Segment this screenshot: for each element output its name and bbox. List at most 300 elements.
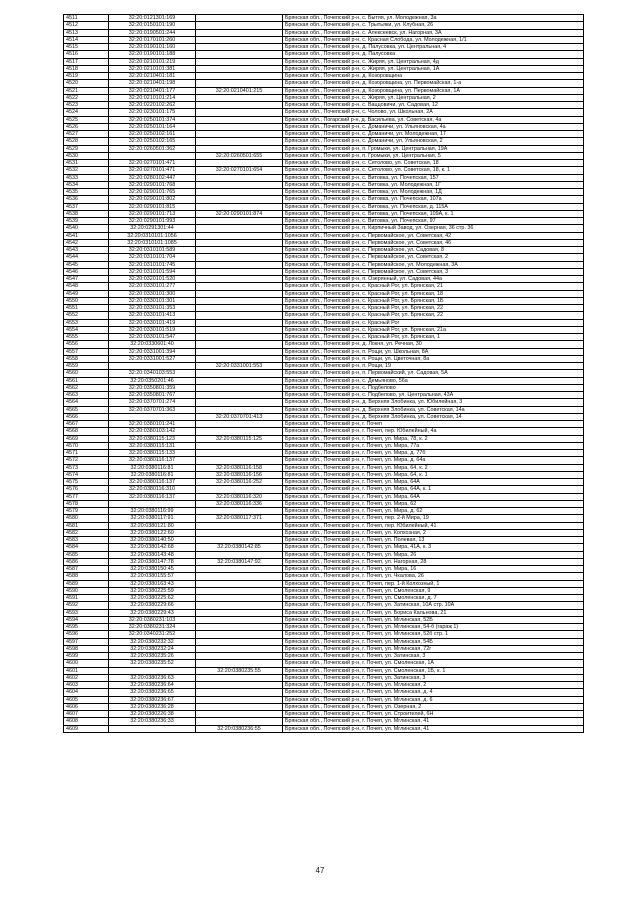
cadastral-number: 32:20:0310101:1056	[109, 232, 196, 239]
cadastral-number: 32:20:0380236:33	[109, 718, 196, 725]
address: Брянская обл., Почепский р-н, с. Витовка, ул. Почепская, 109А, к. 1	[283, 210, 584, 217]
cadastral-number: 32:20:0290101:765	[109, 189, 196, 196]
cadastral-number: 32:20:0220102:262	[109, 102, 196, 109]
address: Брянская обл., Почепский р-н, п. Кирпичный Завод, ул. Озерная, 36 стр. 36	[283, 225, 584, 232]
table-row	[64, 457, 584, 464]
address: Брянская обл., Почепский р-н, д. Козоровщина	[283, 73, 584, 80]
address: Брянская обл., Почепский р-н, с. Жиряя, ул. Центральная, 2	[283, 94, 584, 101]
table-row	[64, 479, 584, 486]
cadastral-number: 32:20:0210101:214	[109, 94, 196, 101]
table-row	[64, 116, 584, 123]
cadastral-number: 32:20:0190101:160	[109, 44, 196, 51]
cadastral-number-secondary	[196, 399, 283, 406]
cadastral-number-secondary	[196, 189, 283, 196]
cadastral-number-secondary	[196, 109, 283, 116]
cadastral-number-secondary	[196, 689, 283, 696]
cadastral-number-secondary	[196, 602, 283, 609]
address: Брянская обл., Почепский р-н, д. Локня, ул. Речная, 30	[283, 341, 584, 348]
address: Брянская обл., Почепский р-н, с. Бытяя, ул. Молодежная, 3а	[283, 15, 584, 22]
address: Брянская обл., Почепский р-н, с. Сетолово, ул. Советская, 18	[283, 160, 584, 167]
table-row	[64, 616, 584, 623]
cadastral-number	[109, 152, 196, 159]
cadastral-number-secondary	[196, 319, 283, 326]
table-row	[64, 138, 584, 145]
cadastral-number-secondary: 32:20:0380236:55	[196, 725, 283, 732]
row-number: 4560	[64, 370, 109, 377]
row-number: 4528	[64, 138, 109, 145]
row-number: 4534	[64, 181, 109, 188]
address: Брянская обл., Почепский р-н, с. Первомайское, ул. Советская, 42	[283, 232, 584, 239]
row-number: 4609	[64, 725, 109, 732]
address: Брянская обл., Почепский р-н, г. Почеп, ул. Мглинская, 52Б	[283, 616, 584, 623]
cadastral-number: 32:20:0330101:353	[109, 305, 196, 312]
address: Брянская обл., Почепский р-н, с. Витовка, ул. Почепская, 107а	[283, 196, 584, 203]
cadastral-number-secondary	[196, 312, 283, 319]
cadastral-number-secondary	[196, 218, 283, 225]
cadastral-number-secondary	[196, 450, 283, 457]
address: Брянская обл., Почепский р-н, с. Красный Рог, ул. Брянская, 21	[283, 283, 584, 290]
cadastral-number-secondary	[196, 131, 283, 138]
row-number: 4563	[64, 392, 109, 399]
address: Брянская обл., Почепский р-н, с. Первомайское, ул. Садовая, 8	[283, 247, 584, 254]
cadastral-number: 32:20:0380236:28	[109, 703, 196, 710]
cadastral-number-secondary	[196, 36, 283, 43]
cadastral-number: 32:20:0380225:62	[109, 595, 196, 602]
row-number: 4561	[64, 377, 109, 384]
table-row	[64, 428, 584, 435]
cadastral-number	[109, 413, 196, 420]
address: Брянская обл., Почепский р-н, с. Витовка, ул. Почепская, 97	[283, 218, 584, 225]
row-number: 4516	[64, 51, 109, 58]
cadastral-number-secondary: 32:20:0380116:320	[196, 493, 283, 500]
cadastral-number: 32:20:0190101:188	[109, 51, 196, 58]
row-number: 4594	[64, 616, 109, 623]
cadastral-number-secondary	[196, 682, 283, 689]
row-number: 4552	[64, 312, 109, 319]
cadastral-number: 32:20:0380235:52	[109, 660, 196, 667]
cadastral-number-secondary	[196, 406, 283, 413]
address: Брянская обл., Почепский р-н, г. Почеп, ул. Мглинская, 41	[283, 725, 584, 732]
table-row	[64, 624, 584, 631]
address: Брянская обл., Почепский р-н, д. Верхняя Злобинка, ул. Советская, 14а	[283, 406, 584, 413]
table-row	[64, 218, 584, 225]
cadastral-number	[109, 363, 196, 370]
cadastral-number-secondary	[196, 247, 283, 254]
table-row	[64, 348, 584, 355]
cadastral-number: 32:20:0290101:802	[109, 196, 196, 203]
address: Брянская обл., Почепский р-н, г. Почеп, ул. Озерная, 2	[283, 703, 584, 710]
address: Брянская обл., Почепский р-н, г. Почеп, ул. Мира, 64А, к. 1	[283, 486, 584, 493]
address: Брянская обл., Почепский р-н, г. Почеп, ул. Затинская, 10А стр. 10А	[283, 602, 584, 609]
cadastral-number-secondary: 32:20:0210401:215	[196, 87, 283, 94]
cadastral-number-secondary	[196, 29, 283, 36]
address: Брянская обл., Почепский р-н, г. Почеп, ул. Затинская, 3	[283, 674, 584, 681]
address: Брянская обл., Почепский р-н, г. Почеп, ул. Строителей, 6Н	[283, 711, 584, 718]
cadastral-number: 32:20:0380229:66	[109, 602, 196, 609]
address: Брянская обл., Почепский р-н, г. Почеп, пер. 1-й Колхозный, 1	[283, 580, 584, 587]
address: Брянская обл., Почепский р-н, с. Доманичи, ул. Молодежная, 17	[283, 131, 584, 138]
page-number: 47	[315, 866, 325, 875]
cadastral-number-secondary	[196, 22, 283, 29]
cadastral-number-secondary: 32:20:0380116:252	[196, 479, 283, 486]
row-number: 4578	[64, 500, 109, 507]
row-number: 4595	[64, 624, 109, 631]
row-number: 4585	[64, 551, 109, 558]
table-row	[64, 566, 584, 573]
cadastral-number-secondary	[196, 15, 283, 22]
cadastral-number: 32:20:0380163:43	[109, 580, 196, 587]
address: Брянская обл., Почепский р-н, г. Почеп, ул. Мира, 64, к. 1	[283, 471, 584, 478]
address: Брянская обл., Почепский р-н, с. Красный Рог, ул. Брянская, 21а	[283, 326, 584, 333]
table-row	[64, 406, 584, 413]
cadastral-number-secondary	[196, 370, 283, 377]
cadastral-number-secondary: 32:20:0380115:125	[196, 435, 283, 442]
table-row	[64, 464, 584, 471]
row-number: 4522	[64, 94, 109, 101]
row-number: 4576	[64, 486, 109, 493]
row-number: 4581	[64, 522, 109, 529]
cadastral-number-secondary	[196, 392, 283, 399]
cadastral-number: 32:20:0291301:44	[109, 225, 196, 232]
cadastral-number: 32:20:0350801:359	[109, 384, 196, 391]
row-number: 4569	[64, 435, 109, 442]
cadastral-number: 32:20:0330101:277	[109, 283, 196, 290]
address: Брянская обл., Почепский р-н, г. Почеп, ул. Мглинская, 54Б	[283, 638, 584, 645]
row-number: 4550	[64, 297, 109, 304]
table-row	[64, 689, 584, 696]
table-row	[64, 725, 584, 732]
table-row	[64, 544, 584, 551]
row-number: 4531	[64, 160, 109, 167]
table-row	[64, 196, 584, 203]
table-row	[64, 421, 584, 428]
row-number: 4579	[64, 508, 109, 515]
row-number: 4540	[64, 225, 109, 232]
address: Брянская обл., Почепский р-н, г. Почеп, ул. Мира, 64А	[283, 479, 584, 486]
row-number: 4580	[64, 515, 109, 522]
cadastral-number-secondary	[196, 457, 283, 464]
cadastral-number-secondary	[196, 384, 283, 391]
cadastral-number-secondary	[196, 674, 283, 681]
row-number: 4601	[64, 667, 109, 674]
cadastral-number-secondary	[196, 73, 283, 80]
cadastral-number: 32:20:0310101:745	[109, 261, 196, 268]
table-row	[64, 558, 584, 565]
address: Брянская обл., Погарский р-н, д. Васильева, ул. Советская, 4а	[283, 116, 584, 123]
row-number: 4586	[64, 558, 109, 565]
row-number: 4564	[64, 399, 109, 406]
table-row	[64, 15, 584, 22]
table-row	[64, 29, 584, 36]
address: Брянская обл., Почепский р-н, г. Почеп, ул. Мира, д. 64а	[283, 457, 584, 464]
address: Брянская обл., Почепский р-н, д. Верхняя Злобинка, ул. Советская, 14	[283, 413, 584, 420]
row-number: 4539	[64, 218, 109, 225]
row-number: 4568	[64, 428, 109, 435]
table-row	[64, 551, 584, 558]
cadastral-number-secondary	[196, 65, 283, 72]
row-number: 4577	[64, 493, 109, 500]
table-row	[64, 392, 584, 399]
row-number: 4526	[64, 123, 109, 130]
row-number: 4593	[64, 609, 109, 616]
cadastral-number-secondary	[196, 595, 283, 602]
table-row	[64, 276, 584, 283]
row-number: 4511	[64, 15, 109, 22]
table-row	[64, 660, 584, 667]
table-row	[64, 203, 584, 210]
cadastral-number-secondary	[196, 232, 283, 239]
cadastral-number: 32:20:0250102:161	[109, 131, 196, 138]
cadastral-number-secondary: 32:20:0370701:413	[196, 413, 283, 420]
table-row	[64, 87, 584, 94]
cadastral-number-secondary: 32:20:0380116:336	[196, 500, 283, 507]
row-number: 4591	[64, 595, 109, 602]
cadastral-number-secondary	[196, 696, 283, 703]
row-number: 4602	[64, 674, 109, 681]
row-number: 4533	[64, 174, 109, 181]
address: Брянская обл., Почепский р-н, г. Почеп, пер. 2-й Мира, 19	[283, 515, 584, 522]
cadastral-number-secondary	[196, 196, 283, 203]
address: Брянская обл., Почепский р-н, г. Почеп, ул. Мглинская, 54-б (гараж 1)	[283, 624, 584, 631]
table-row	[64, 450, 584, 457]
cadastral-number-secondary	[196, 145, 283, 152]
cadastral-number-secondary: 32:20:0331001:553	[196, 363, 283, 370]
table-row	[64, 413, 584, 420]
cadastral-number-secondary	[196, 203, 283, 210]
address: Брянская обл., Почепский р-н, п. Рощи, ул. Школьная, 8А	[283, 348, 584, 355]
cadastral-number-secondary	[196, 631, 283, 638]
cadastral-number: 32:20:0330601:40	[109, 341, 196, 348]
cadastral-number-secondary	[196, 442, 283, 449]
row-number: 4512	[64, 22, 109, 29]
cadastral-number: 32:20:0380121:80	[109, 522, 196, 529]
address: Брянская обл., Почепский р-н, п. Озерянный, ул. Садовая, 44а	[283, 276, 584, 283]
cadastral-number: 32:20:0150101:190	[109, 22, 196, 29]
cadastral-number-secondary: 32:20:0270101:654	[196, 167, 283, 174]
cadastral-number: 32:20:0330101:413	[109, 312, 196, 319]
table-row	[64, 377, 584, 384]
table-row	[64, 674, 584, 681]
row-number: 4600	[64, 660, 109, 667]
address: Брянская обл., Почепский р-н, с. Трытьяки, ул. Клубная, 26	[283, 22, 584, 29]
cadastral-number-secondary	[196, 341, 283, 348]
row-number: 4536	[64, 196, 109, 203]
cadastral-number-secondary	[196, 660, 283, 667]
address: Брянская обл., Почепский р-н, д. Козоровщина, ул. Первомайская, 1-а	[283, 80, 584, 87]
address: Брянская обл., Почепский р-н, с. Доманичи, ул. Ульяновская, 4а	[283, 123, 584, 130]
cadastral-number-secondary	[196, 174, 283, 181]
row-number: 4573	[64, 464, 109, 471]
address: Брянская обл., Почепский р-н, с. Жиряя, ул. Центральная, 1А	[283, 65, 584, 72]
table-row	[64, 65, 584, 72]
cadastral-number-secondary	[196, 261, 283, 268]
row-number: 4562	[64, 384, 109, 391]
row-number: 4524	[64, 109, 109, 116]
cadastral-number-secondary: 32:20:0260501:655	[196, 152, 283, 159]
table-row	[64, 145, 584, 152]
address: Брянская обл., Почепский р-н, с. Красный Рог, ул. Брянская, 18	[283, 290, 584, 297]
register-table	[63, 14, 584, 733]
cadastral-number: 32:20:0380116:310	[109, 486, 196, 493]
cadastral-number: 32:20:0380236:64	[109, 682, 196, 689]
table-row	[64, 167, 584, 174]
cadastral-number: 32:20:0170101:260	[109, 36, 196, 43]
cadastral-number-secondary	[196, 268, 283, 275]
cadastral-number-secondary	[196, 645, 283, 652]
cadastral-number: 32:20:0210401:181	[109, 73, 196, 80]
cadastral-number: 32:20:0380235:26	[109, 653, 196, 660]
cadastral-number-secondary	[196, 609, 283, 616]
table-row	[64, 718, 584, 725]
address: Брянская обл., Почепский р-н, с. Красная Слобода, ул. Молодежная, 1/1	[283, 36, 584, 43]
row-number: 4583	[64, 537, 109, 544]
cadastral-number-secondary	[196, 508, 283, 515]
row-number: 4523	[64, 102, 109, 109]
cadastral-number: 32:20:0380231:324	[109, 624, 196, 631]
row-number: 4565	[64, 406, 109, 413]
address: Брянская обл., Почепский р-н, с. Витовка, ул. Почепская, д. 115А	[283, 203, 584, 210]
cadastral-number-secondary	[196, 305, 283, 312]
address: Брянская обл., Почепский р-н, г. Почеп, ул. Мглинская, 72г	[283, 645, 584, 652]
cadastral-number: 32:20:0380115:131	[109, 442, 196, 449]
cadastral-number-secondary	[196, 529, 283, 536]
cadastral-number-secondary	[196, 160, 283, 167]
table-row	[64, 174, 584, 181]
address: Брянская обл., Почепский р-н, п. Рощи, 19	[283, 363, 584, 370]
address: Брянская обл., Почепский р-н, г. Почеп, ул. Мира, 64А	[283, 493, 584, 500]
row-number: 4515	[64, 44, 109, 51]
row-number: 4547	[64, 276, 109, 283]
table-row	[64, 160, 584, 167]
cadastral-number-secondary	[196, 181, 283, 188]
cadastral-number: 32:20:0320101:520	[109, 276, 196, 283]
row-number: 4548	[64, 283, 109, 290]
address: Брянская обл., Почепский р-н, г. Почеп, ул. Мира, 62	[283, 500, 584, 507]
cadastral-number: 32:20:0190501:244	[109, 29, 196, 36]
table-row	[64, 181, 584, 188]
table-row	[64, 268, 584, 275]
cadastral-number-secondary	[196, 522, 283, 529]
row-number: 4518	[64, 65, 109, 72]
cadastral-number: 32:20:0330101:419	[109, 319, 196, 326]
address: Брянская обл., Почепский р-н, с. Подбелово	[283, 384, 584, 391]
address: Брянская обл., Почепский р-н, с. Витовка, ул. Молодежная, 1Д	[283, 189, 584, 196]
address: Брянская обл., Почепский р-н, с. Подбелово, ул. Центральная, 43А	[283, 392, 584, 399]
cadastral-number-secondary	[196, 703, 283, 710]
table-row	[64, 102, 584, 109]
table-row	[64, 283, 584, 290]
cadastral-number-secondary	[196, 566, 283, 573]
address: Брянская обл., Почепский р-н, с. Красный Рог	[283, 319, 584, 326]
cadastral-number: 32:20:0330101:547	[109, 334, 196, 341]
address: Брянская обл., Почепский р-н, г. Почеп, ул. Нагорная, 28	[283, 558, 584, 565]
address: Брянская обл., Почепский р-н, г. Почеп, ул. Чкалова, 26	[283, 573, 584, 580]
address: Брянская обл., Почепский р-н, г. Почеп, ул. Мира, 64, к. 2	[283, 464, 584, 471]
row-number: 4559	[64, 363, 109, 370]
table-row	[64, 305, 584, 312]
cadastral-number: 32:20:0260501:362	[109, 145, 196, 152]
cadastral-number-secondary: 32:20:0380142:85	[196, 544, 283, 551]
address: Брянская обл., Почепский р-н, г. Почеп, ул. Мира, 16	[283, 566, 584, 573]
table-row	[64, 261, 584, 268]
cadastral-number: 32:20:0330101:301	[109, 297, 196, 304]
row-number: 4575	[64, 479, 109, 486]
cadastral-number: 32:20:0250101:374	[109, 116, 196, 123]
table-row	[64, 58, 584, 65]
address: Брянская обл., Почепский р-н, г. Почеп, ул. Полевая, 13	[283, 537, 584, 544]
cadastral-number: 32:20:0290101:713	[109, 210, 196, 217]
cadastral-number-secondary	[196, 718, 283, 725]
table-row	[64, 703, 584, 710]
row-number: 4604	[64, 689, 109, 696]
address: Брянская обл., Почепский р-н, с. Первомайское, ул. Советская, 46	[283, 239, 584, 246]
address: Брянская обл., Почепский р-н, п. Громыки, ул. Центральная, 5	[283, 152, 584, 159]
table-row	[64, 254, 584, 261]
row-number: 4544	[64, 254, 109, 261]
table-row	[64, 363, 584, 370]
row-number: 4529	[64, 145, 109, 152]
row-number: 4530	[64, 152, 109, 159]
address: Брянская обл., Почепский р-н, д. Верхняя Злобинка, ул. Юбилейная, 3	[283, 399, 584, 406]
table-row	[64, 573, 584, 580]
table-row	[64, 667, 584, 674]
address: Брянская обл., Почепский р-н, г. Почеп, ул. Мглинская, д. 4	[283, 689, 584, 696]
address: Брянская обл., Почепский р-н, г. Почеп, ул. Затинская, 3	[283, 653, 584, 660]
table-row	[64, 399, 584, 406]
row-number: 4554	[64, 326, 109, 333]
table-row	[64, 638, 584, 645]
address: Брянская обл., Почепский р-н, г. Почеп	[283, 421, 584, 428]
cadastral-number: 32:20:0250101:164	[109, 123, 196, 130]
table-row	[64, 493, 584, 500]
cadastral-number-secondary	[196, 138, 283, 145]
table-row	[64, 341, 584, 348]
cadastral-number: 32:20:0230101:175	[109, 109, 196, 116]
cadastral-number-secondary	[196, 573, 283, 580]
address: Брянская обл., Почепский р-н, с. Чолово, ул. Школьная, 2А	[283, 109, 584, 116]
cadastral-number: 32:20:0310101:589	[109, 247, 196, 254]
cadastral-number: 32:20:0330101:519	[109, 326, 196, 333]
table-row	[64, 580, 584, 587]
row-number: 4541	[64, 232, 109, 239]
address: Брянская обл., Почепский р-н, с. Красный Рог, ул. Брянская, 22	[283, 305, 584, 312]
cadastral-number: 32:20:0210401:177	[109, 87, 196, 94]
cadastral-number: 32:20:0380122:60	[109, 529, 196, 536]
row-number: 4538	[64, 210, 109, 217]
cadastral-number	[109, 725, 196, 732]
table-row	[64, 312, 584, 319]
row-number: 4555	[64, 334, 109, 341]
cadastral-number: 32:20:0210101:219	[109, 58, 196, 65]
table-row	[64, 232, 584, 239]
cadastral-number-secondary: 32:20:0380147:92	[196, 558, 283, 565]
cadastral-number-secondary	[196, 551, 283, 558]
row-number: 4572	[64, 457, 109, 464]
address: Брянская обл., Почепский р-н, г. Почеп, ул. Мглинская, д. 6	[283, 696, 584, 703]
table-row	[64, 80, 584, 87]
row-number: 4535	[64, 189, 109, 196]
cadastral-number: 32:20:0331001:394	[109, 348, 196, 355]
cadastral-number-secondary: 32:20:0380235:55	[196, 667, 283, 674]
cadastral-number: 32:20:0290101:815	[109, 203, 196, 210]
row-number: 4519	[64, 73, 109, 80]
table-row	[64, 247, 584, 254]
table-row	[64, 131, 584, 138]
cadastral-number-secondary	[196, 225, 283, 232]
row-number: 4596	[64, 631, 109, 638]
row-number: 4606	[64, 703, 109, 710]
cadastral-number-secondary	[196, 51, 283, 58]
